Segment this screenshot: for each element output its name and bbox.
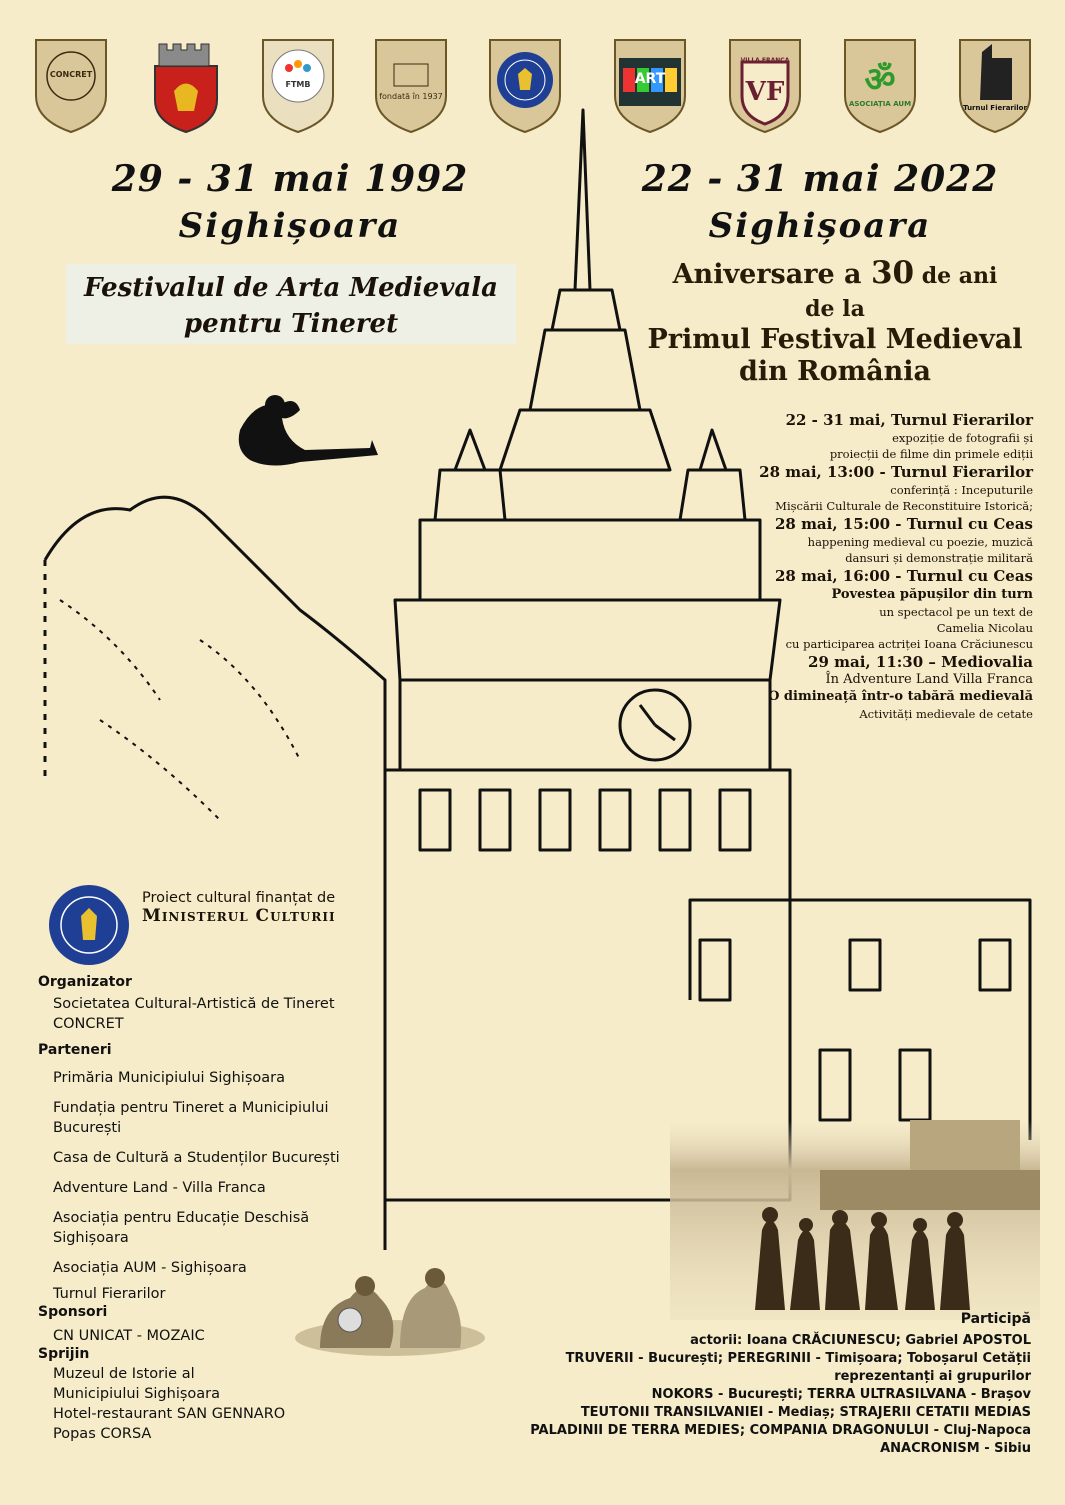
villa-franca-logo: VF VILLA FRANCA bbox=[728, 36, 802, 134]
program-event-detail: expoziție de fotografii și bbox=[892, 431, 1033, 445]
participant-line: PALADINII DE TERRA MEDIES; COMPANIA DRAGONULUI - Cluj-Napoca bbox=[530, 1423, 1031, 1438]
sponsori-heading: Sponsori bbox=[38, 1304, 108, 1320]
parteneri-heading: Parteneri bbox=[38, 1042, 112, 1058]
participa-title: Participă bbox=[960, 1311, 1031, 1327]
svg-text:VF: VF bbox=[745, 77, 785, 107]
sprijin-heading: Sprijin bbox=[38, 1346, 90, 1362]
program-event-detail: În Adventure Land Villa Franca bbox=[825, 672, 1033, 687]
right-city: Sighișoara bbox=[708, 206, 932, 246]
participant-line: TEUTONII TRANSILVANIEI - Mediaș; STRAJERII CETATII MEDIAS bbox=[580, 1405, 1031, 1420]
program-event-heading: 29 mai, 11:30 – Mediovalia bbox=[808, 653, 1033, 671]
program-event-heading: 28 mai, 13:00 - Turnul Fierarilor bbox=[759, 463, 1033, 481]
funding-note: Proiect cultural finanțat de Ministerul Culturii bbox=[142, 890, 336, 926]
festival-title-box bbox=[66, 264, 516, 344]
mozaic-art-logo: ART bbox=[613, 36, 687, 134]
left-city: Sighișoara bbox=[178, 206, 402, 246]
festival-title-line2: pentru Tineret bbox=[183, 309, 399, 339]
svg-text:ॐ: ॐ bbox=[864, 60, 896, 100]
turnul-fierarilor-logo: Turnul Fierarilor bbox=[958, 36, 1032, 134]
ministerul-culturii-seal bbox=[488, 36, 562, 134]
sighisoara-coat-of-arms bbox=[149, 36, 223, 134]
guvernul-romaniei-seal bbox=[48, 884, 130, 970]
program-event-heading: 28 mai, 16:00 - Turnul cu Ceas bbox=[774, 567, 1033, 585]
program-event-detail: Povestea păpușilor din turn bbox=[831, 587, 1033, 602]
program-event-detail: dansuri și demonstrație militară bbox=[845, 551, 1033, 565]
participant-line: TRUVERII - București; PEREGRINII - Timișoara; Toboșarul Cetății bbox=[565, 1351, 1031, 1366]
participant-line: actorii: Ioana CRĂCIUNESCU; Gabriel APOSTOL bbox=[690, 1333, 1031, 1348]
program-list bbox=[573, 410, 1033, 722]
organizator-heading: Organizator bbox=[38, 974, 132, 990]
credits: Organizator Societatea Cultural-Artistică de Tineret CONCRET Parteneri Primăria Municipiului Sighișoara Fundația pentru Tineret a Municipiului București Casa de Cultură a Studenților București Adventure Land - Villa Franca Asociația pentru Educație Deschisă Sighișoara Asociația AUM - Sighișoara Turnul Fierarilor Sponsori CN UNICAT - MOZAIC Sprijin Muzeul de Istorie al Municipiului Sighișoara Hotel-restaurant SAN GENNARO Popas CORSA bbox=[38, 974, 368, 1444]
medieval-group-photo bbox=[670, 1120, 1040, 1320]
ftmb-logo: FTMB bbox=[261, 36, 335, 134]
program-event-detail: proiecții de filme din primele ediții bbox=[829, 447, 1033, 461]
program-event-detail: happening medieval cu poezie, muzică bbox=[807, 535, 1033, 549]
concret-logo: CONCRET bbox=[34, 36, 108, 134]
left-dates: 29 - 31 mai 1992 bbox=[111, 158, 469, 200]
program-event-detail: un spectacol pe un text de bbox=[879, 605, 1033, 619]
program-event-detail: Activități medievale de cetate bbox=[859, 707, 1033, 721]
participa-section bbox=[431, 1310, 1031, 1458]
program-event-detail: conferință : Inceputurile bbox=[890, 483, 1033, 497]
program-event-detail: Mișcării Culturale de Reconstituire Istorică; bbox=[775, 499, 1033, 513]
participant-line: NOKORS - București; TERRA ULTRASILVANA - Brașov bbox=[651, 1387, 1031, 1402]
program-event-heading: 22 - 31 mai, Turnul Fierarilor bbox=[785, 411, 1033, 429]
program-event-heading: 28 mai, 15:00 - Turnul cu Ceas bbox=[774, 515, 1033, 533]
casa-cultura-logo: fondată în 1937 bbox=[374, 36, 448, 134]
participant-line: reprezentanți ai grupurilor bbox=[834, 1369, 1031, 1384]
participant-line: ANACRONISM - Sibiu bbox=[880, 1441, 1031, 1456]
program-event-detail: cu participarea actriței Ioana Crăciunescu bbox=[785, 637, 1033, 651]
program-event-detail: Camelia Nicolau bbox=[936, 621, 1033, 635]
asociatia-aum-logo: ॐ ASOCIAȚIA AUM bbox=[843, 36, 917, 134]
right-dates: 22 - 31 mai 2022 bbox=[641, 158, 999, 200]
anniversary-heading: Aniversare a 30 de ani de la Primul Festival Medieval din România bbox=[647, 255, 1023, 387]
program-event-detail: O dimineață într-o tabără medievală bbox=[768, 689, 1033, 704]
festival-title-line1: Festivalul de Arta Medievala bbox=[84, 273, 498, 303]
